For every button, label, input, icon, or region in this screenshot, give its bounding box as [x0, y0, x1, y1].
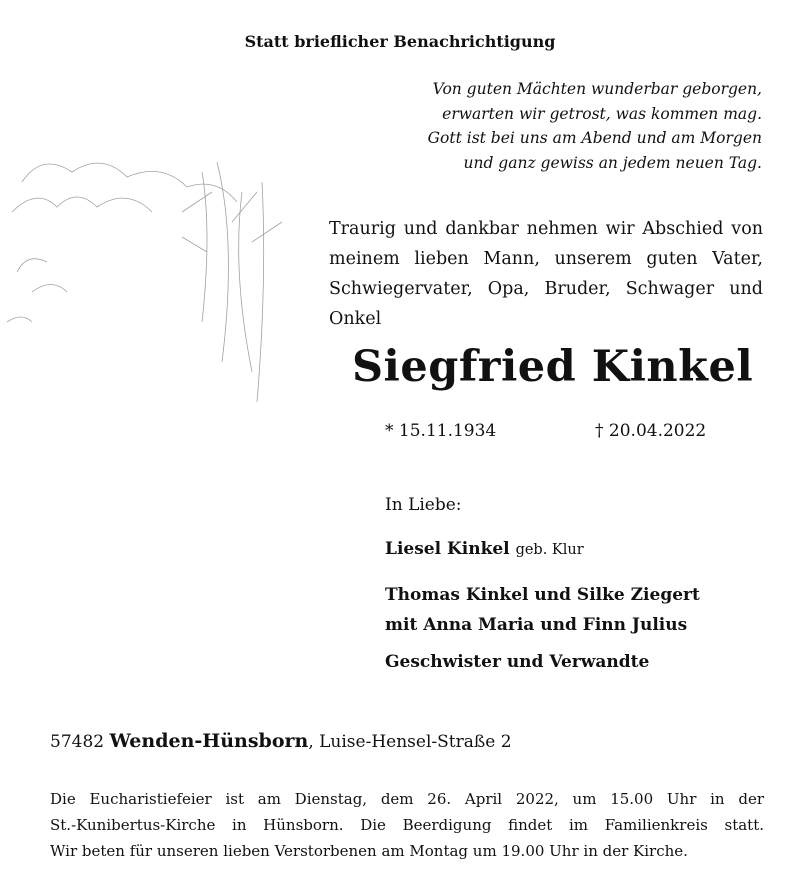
death-date: † 20.04.2022: [595, 421, 707, 441]
poem: [342, 77, 762, 175]
obituary-notice: [2, 2, 798, 878]
poem-line: Von guten Mächten wunderbar geborgen,: [432, 80, 762, 98]
mourner-others: Geschwister und Verwandte: [385, 652, 650, 672]
wife-name: Liesel Kinkel: [385, 539, 510, 559]
notice-header: Statt brieflicher Benachrichtigung: [244, 32, 556, 51]
wife-maiden-name: geb. Klur: [515, 542, 584, 558]
address-zip: 57482: [50, 732, 105, 752]
farewell-text: Traurig und dankbar nehmen wir Abschied von meinem lieben Mann, unserem guten Vater, Schwiegervater, Opa, Bruder, Schwager und Onkel: [329, 219, 763, 329]
mourner-wife: [385, 539, 584, 559]
service-info: [50, 786, 764, 864]
poem-line: und ganz gewiss an jedem neuen Tag.: [463, 153, 762, 172]
chapel-drawing-icon: [2, 152, 342, 607]
service-line: Die Eucharistiefeier ist am Dienstag, dem 26. April 2022, um 15.00 Uhr in der: [50, 790, 764, 808]
address-city: Wenden-Hünsborn: [109, 730, 309, 752]
children-line: Thomas Kinkel und Silke Ziegert: [385, 585, 700, 605]
mourners-intro: In Liebe:: [385, 495, 462, 515]
service-line: Wir beten für unseren lieben Verstorbenen am Montag um 19.00 Uhr in der Kirche.: [50, 842, 688, 860]
children-line: mit Anna Maria und Finn Julius: [385, 615, 688, 635]
poem-line: Gott ist bei uns am Abend und am Morgen: [427, 129, 762, 147]
poem-line: erwarten wir getrost, was kommen mag.: [442, 104, 762, 123]
deceased-name: Siegfried Kinkel: [352, 342, 754, 392]
mourner-children: [385, 580, 700, 640]
address: [50, 730, 512, 752]
address-street: , Luise-Hensel-Straße 2: [308, 732, 512, 752]
service-line: St.-Kunibertus-Kirche in Hünsborn. Die Beerdigung findet im Familienkreis statt.: [50, 816, 764, 834]
birth-date: * 15.11.1934: [385, 421, 497, 441]
